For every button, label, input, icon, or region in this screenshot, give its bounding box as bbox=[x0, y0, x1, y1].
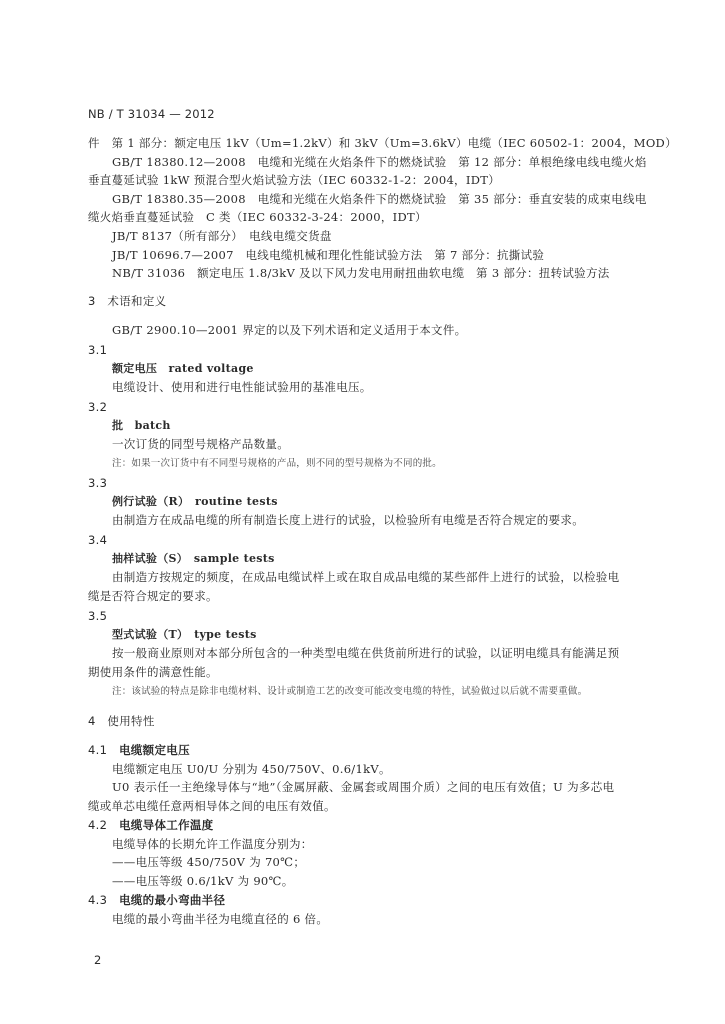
term-number: 3.2 bbox=[88, 400, 108, 414]
section-3-heading: 3 术语和定义 bbox=[88, 294, 167, 308]
reference-line: 缆火焰垂直蔓延试验 C 类（IEC 60332-3-24：2000，IDT） bbox=[88, 210, 427, 224]
subsection-number: 4.3 bbox=[88, 893, 108, 907]
standard-code-header: NB / T 31034 — 2012 bbox=[88, 107, 215, 121]
term-title: 型式试验（T） type tests bbox=[112, 628, 257, 641]
term-definition: 由制造方按规定的频度，在成品电缆试样上或在取自成品电缆的某些部件上进行的试验，以检验电 bbox=[112, 570, 620, 584]
reference-line: GB/T 18380.12—2008 电缆和光缆在火焰条件下的燃烧试验 第 12 部分：单根绝缘电线电缆火焰 bbox=[112, 155, 647, 169]
list-item: ——电压等级 0.6/1kV 为 90℃。 bbox=[112, 874, 294, 888]
subsection-number: 4.2 bbox=[88, 818, 108, 832]
term-number: 3.3 bbox=[88, 476, 108, 490]
reference-line: NB/T 31036 额定电压 1.8/3kV 及以下风力发电用耐扭曲软电缆 第 3 部分：扭转试验方法 bbox=[112, 266, 610, 280]
term-definition: 期使用条件的满意性能。 bbox=[88, 665, 218, 679]
reference-line: 件 第 1 部分：额定电压 1kV（Um=1.2kV）和 3kV（Um=3.6kV）电缆（IEC 60502-1：2004，MOD） bbox=[88, 136, 677, 150]
term-title: 抽样试验（S） sample tests bbox=[112, 552, 275, 565]
body-line: 电缆导体的长期允许工作温度分别为： bbox=[112, 837, 313, 851]
reference-line: 垂直蔓延试验 1kW 预混合型火焰试验方法（IEC 60332-1-2：2004，IDT） bbox=[88, 173, 500, 187]
term-definition: 按一般商业原则对本部分所包含的一种类型电缆在供货前所进行的试验，以证明电缆具有能满足预 bbox=[112, 646, 620, 660]
term-title: 额定电压 rated voltage bbox=[112, 362, 254, 375]
term-title: 例行试验（R） routine tests bbox=[112, 495, 278, 508]
term-title: 批 batch bbox=[112, 419, 171, 432]
body-line: 缆或单芯电缆任意两相导体之间的电压有效值。 bbox=[88, 799, 336, 813]
subsection-heading bbox=[88, 818, 213, 832]
list-item: ——电压等级 450/750V 为 70℃； bbox=[112, 855, 306, 869]
reference-line: GB/T 18380.35—2008 电缆和光缆在火焰条件下的燃烧试验 第 35 部分：垂直安装的成束电线电 bbox=[112, 192, 647, 206]
term-number: 3.4 bbox=[88, 533, 108, 547]
subsection-heading bbox=[88, 743, 190, 757]
body-line: 电缆的最小弯曲半径为电缆直径的 6 倍。 bbox=[112, 912, 329, 926]
term-definition: 一次订货的同型号规格产品数量。 bbox=[112, 437, 289, 451]
subsection-title: 电缆额定电压 bbox=[119, 743, 190, 757]
page-number: 2 bbox=[94, 953, 102, 967]
term-definition: 由制造方在成品电缆的所有制造长度上进行的试验，以检验所有电缆是否符合规定的要求。 bbox=[112, 513, 584, 527]
term-number: 3.1 bbox=[88, 343, 108, 357]
body-line: U0 表示任一主绝缘导体与“地”（金属屏蔽、金属套或周围介质）之间的电压有效值；U 为多芯电 bbox=[112, 780, 615, 794]
term-number: 3.5 bbox=[88, 609, 108, 623]
subsection-heading bbox=[88, 893, 225, 907]
section-4-heading: 4 使用特性 bbox=[88, 714, 155, 728]
term-definition: 电缆设计、使用和进行电性能试验用的基准电压。 bbox=[112, 380, 372, 394]
reference-line: JB/T 8137（所有部分） 电线电缆交货盘 bbox=[112, 229, 332, 243]
term-note: 注：该试验的特点是除非电缆材料、设计或制造工艺的改变可能改变电缆的特性，试验做过以后就不需要重做。 bbox=[112, 686, 588, 697]
body-line: 电缆额定电压 U0/U 分别为 450/750V、0.6/1kV。 bbox=[112, 762, 391, 776]
subsection-title: 电缆导体工作温度 bbox=[119, 818, 214, 832]
reference-line: JB/T 10696.7—2007 电线电缆机械和理化性能试验方法 第 7 部分：抗撕试验 bbox=[112, 248, 545, 262]
term-note: 注：如果一次订货中有不同型号规格的产品，则不同的型号规格为不同的批。 bbox=[112, 458, 442, 469]
section-3-intro: GB/T 2900.10—2001 界定的以及下列术语和定义适用于本文件。 bbox=[112, 323, 467, 337]
term-definition: 缆是否符合规定的要求。 bbox=[88, 589, 218, 603]
subsection-number: 4.1 bbox=[88, 743, 108, 757]
subsection-title: 电缆的最小弯曲半径 bbox=[119, 893, 226, 907]
